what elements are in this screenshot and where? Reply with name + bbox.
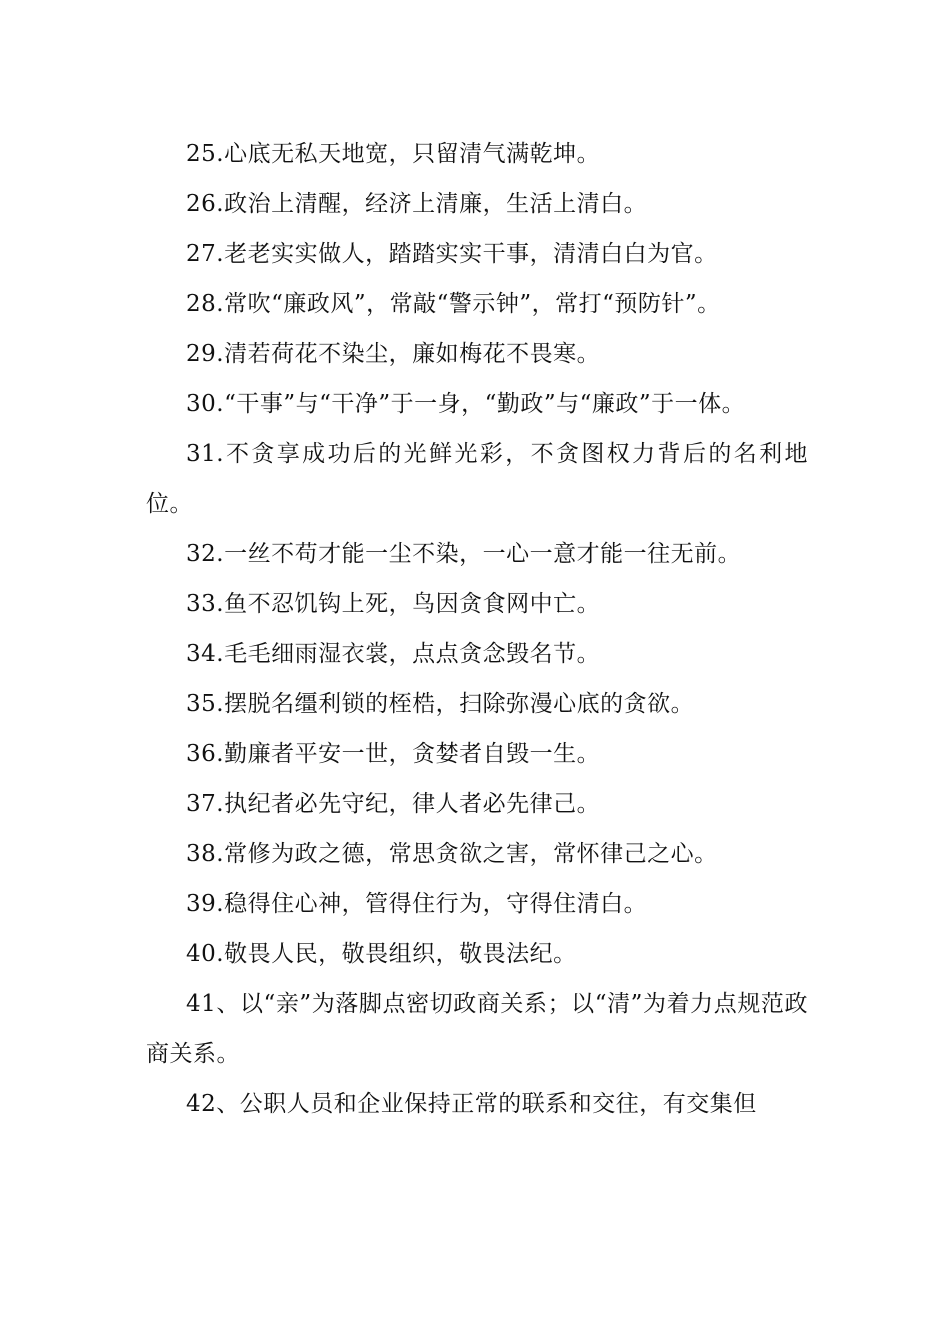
item-number: 33. [186,591,225,617]
item-text: 一丝不苟才能一尘不染，一心一意才能一往无前。 [224,541,742,567]
slogan-item [146,829,808,879]
slogan-item [146,429,808,529]
item-text: 鱼不忍饥钩上死，鸟因贪食网中亡。 [224,591,601,617]
item-text: 心底无私天地宽，只留清气满乾坤。 [224,141,601,167]
item-number: 38. [186,841,225,867]
item-number: 37. [186,791,225,817]
item-text: 政治上清醒，经济上清廉，生活上清白。 [224,191,648,217]
slogan-item [146,129,808,179]
item-text: 以“亲”为落脚点密切政商关系；以“清”为着力点规范政商关系。 [146,991,808,1067]
slogan-item [146,629,808,679]
item-text: 常修为政之德，常思贪欲之害，常怀律己之心。 [224,841,718,867]
item-number: 40. [186,941,225,967]
slogan-item [146,679,808,729]
item-text: 常吹“廉政风”，常敲“警示钟”，常打“预防针”。 [224,291,721,317]
item-number: 34. [186,641,225,667]
slogan-item [146,329,808,379]
slogan-item [146,779,808,829]
item-text: 毛毛细雨湿衣裳，点点贪念毁名节。 [224,641,601,667]
item-text: 勤廉者平安一世，贪婪者自毁一生。 [224,741,601,767]
item-number: 28. [186,291,225,317]
slogan-item [146,529,808,579]
slogan-item [146,1079,808,1129]
item-number: 32. [186,541,225,567]
slogan-item [146,579,808,629]
slogan-item [146,929,808,979]
item-number: 35. [186,691,225,717]
slogan-item [146,229,808,279]
item-number: 25. [186,141,225,167]
item-number: 31. [186,441,225,467]
item-text: 执纪者必先守纪，律人者必先律己。 [224,791,601,817]
item-number: 39. [186,891,225,917]
item-text: 清若荷花不染尘，廉如梅花不畏寒。 [224,341,601,367]
item-number: 30. [186,391,225,417]
item-number: 41、 [186,991,240,1017]
item-text: 不贪享成功后的光鲜光彩，不贪图权力背后的名利地位。 [146,441,808,517]
item-number: 42、 [186,1091,240,1117]
item-number: 27. [186,241,225,267]
slogan-item [146,879,808,929]
item-text: 敬畏人民，敬畏组织，敬畏法纪。 [224,941,577,967]
document-page [146,129,808,1129]
item-text: 稳得住心神，管得住行为，守得住清白。 [224,891,648,917]
slogan-item [146,379,808,429]
slogan-item [146,279,808,329]
item-text: “干事”与“干净”于一身，“勤政”与“廉政”于一体。 [224,391,746,417]
item-number: 29. [186,341,225,367]
slogan-item [146,179,808,229]
slogan-item [146,729,808,779]
slogan-item [146,979,808,1079]
item-text: 公职人员和企业保持正常的联系和交往，有交集但 [239,1091,757,1117]
item-number: 36. [186,741,225,767]
item-text: 摆脱名缰利锁的桎梏，扫除弥漫心底的贪欲。 [224,691,695,717]
item-number: 26. [186,191,225,217]
item-text: 老老实实做人，踏踏实实干事，清清白白为官。 [224,241,718,267]
